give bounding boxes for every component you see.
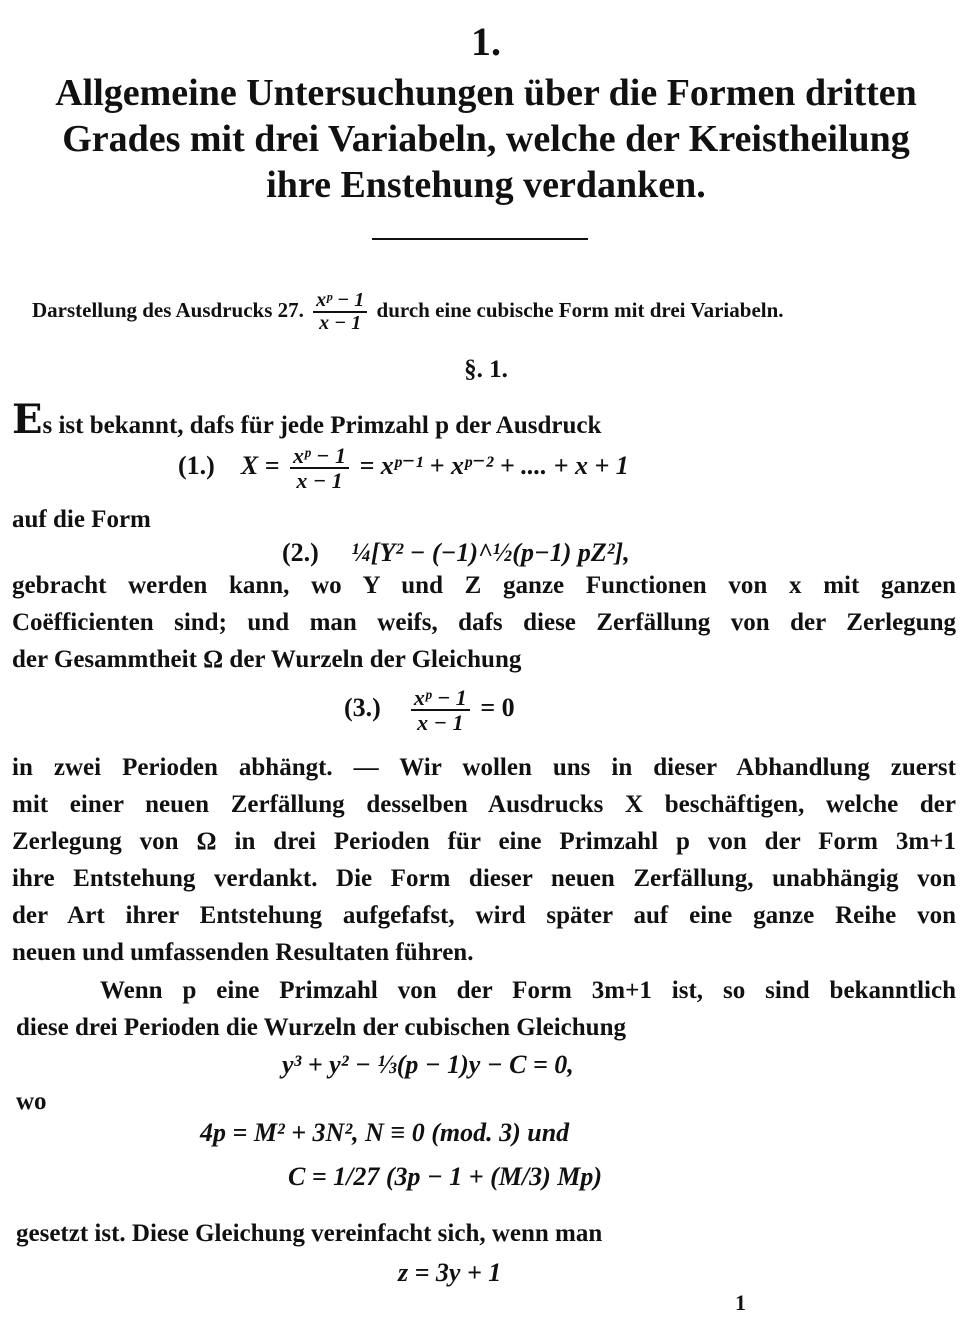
paragraph-3-line-1: Wenn p eine Primzahl von der Form 3m+1 ist, so sind bekanntlich: [100, 977, 956, 1004]
eq2-body: ¼[Y² − (−1)^½(p−1) pZ²],: [351, 538, 630, 567]
paragraph-1-line-3: Coëfficienten sind; und man weifs, dafs diese Zerfällung von der Zerlegung: [12, 609, 956, 636]
title-line-3: ihre Enstehung verdanken.: [266, 164, 706, 206]
eq1-lhs: X =: [240, 451, 280, 481]
eq3-label: (3.): [344, 693, 381, 723]
subtitle-before: Darstellung des Ausdrucks 27.: [32, 297, 304, 322]
equation-3: [344, 686, 515, 734]
section-heading: §. 1.: [464, 356, 508, 383]
wo-line: wo: [16, 1088, 47, 1115]
line-text: s ist bekannt, dafs für jede Primzahl p der Ausdruck: [42, 412, 602, 439]
paragraph-1-line-2: gebracht werden kann, wo Y und Z ganze Functionen von x mit ganzen: [12, 572, 956, 599]
cubic-equation: [282, 1050, 574, 1080]
initial-letter: E: [12, 396, 43, 443]
c-definition: [288, 1162, 602, 1192]
title-line-2: Grades mit drei Variabeln, welche der Kreistheilung: [62, 118, 910, 160]
paragraph-1-line-4: der Gesammtheit Ω der Wurzeln der Gleichung: [12, 646, 522, 673]
condition-equation: [200, 1118, 569, 1148]
paragraph-2-line-1: in zwei Perioden abhängt. — Wir wollen uns in dieser Abhandlung zuerst: [12, 754, 956, 781]
z-definition: [398, 1258, 501, 1288]
condition-body: 4p = M² + 3N², N ≡ 0 (mod. 3) und: [200, 1118, 570, 1147]
page-folio: 1: [735, 1290, 746, 1315]
subtitle: [32, 290, 784, 334]
cubic-body: y³ + y² − ⅓(p − 1)y − C = 0,: [282, 1050, 574, 1079]
z-definition-body: z = 3y + 1: [398, 1258, 502, 1287]
chapter-number: 1.: [471, 19, 501, 64]
eq3-num: xᵖ − 1: [411, 686, 470, 711]
subtitle-frac-den: x − 1: [319, 312, 362, 334]
paragraph-4-line-1: gesetzt ist. Diese Gleichung vereinfacht sich, wenn man: [16, 1220, 603, 1247]
eq3-rhs: = 0: [480, 693, 515, 723]
eq1-label: (1.): [178, 451, 215, 481]
auf-line: auf die Form: [12, 506, 151, 533]
subtitle-frac-num: xᵖ − 1: [313, 290, 367, 313]
paragraph-2-line-4: ihre Entstehung verdankt. Die Form dieser neuen Zerfällung, unabhängig von: [12, 865, 956, 892]
paragraph-2-line-5: der Art ihrer Entstehung aufgefafst, wird später auf eine ganze Reihe von: [12, 902, 956, 929]
paragraph-2-line-6: neuen und umfassenden Resultaten führen.: [12, 939, 474, 966]
eq3-den: x − 1: [417, 710, 464, 736]
paragraph-3-line-2: diese drei Perioden die Wurzeln der cubischen Gleichung: [16, 1014, 626, 1041]
eq2-label: (2.): [282, 538, 319, 567]
subtitle-after: durch eine cubische Form mit drei Variabeln.: [376, 297, 784, 322]
eq1-rhs: = xᵖ⁻¹ + xᵖ⁻² + .... + x + 1: [359, 451, 629, 481]
equation-2: [282, 538, 630, 568]
title-divider: [372, 238, 588, 240]
eq1-num: xᵖ − 1: [290, 444, 349, 469]
eq1-den: x − 1: [296, 468, 343, 494]
paragraph-2-line-3: Zerlegung von Ω in drei Perioden für eine Primzahl p von der Form 3m+1: [12, 828, 956, 855]
paragraph-1-line-1: [12, 396, 601, 443]
c-definition-body: C = 1/27 (3p − 1 + (M/3) Mp): [288, 1162, 603, 1191]
equation-1: [178, 444, 629, 492]
paragraph-2-line-2: mit einer neuen Zerfällung desselben Ausdrucks X beschäftigen, welche der: [12, 791, 956, 818]
title-line-1: Allgemeine Untersuchungen über die Formen dritten: [55, 72, 917, 114]
